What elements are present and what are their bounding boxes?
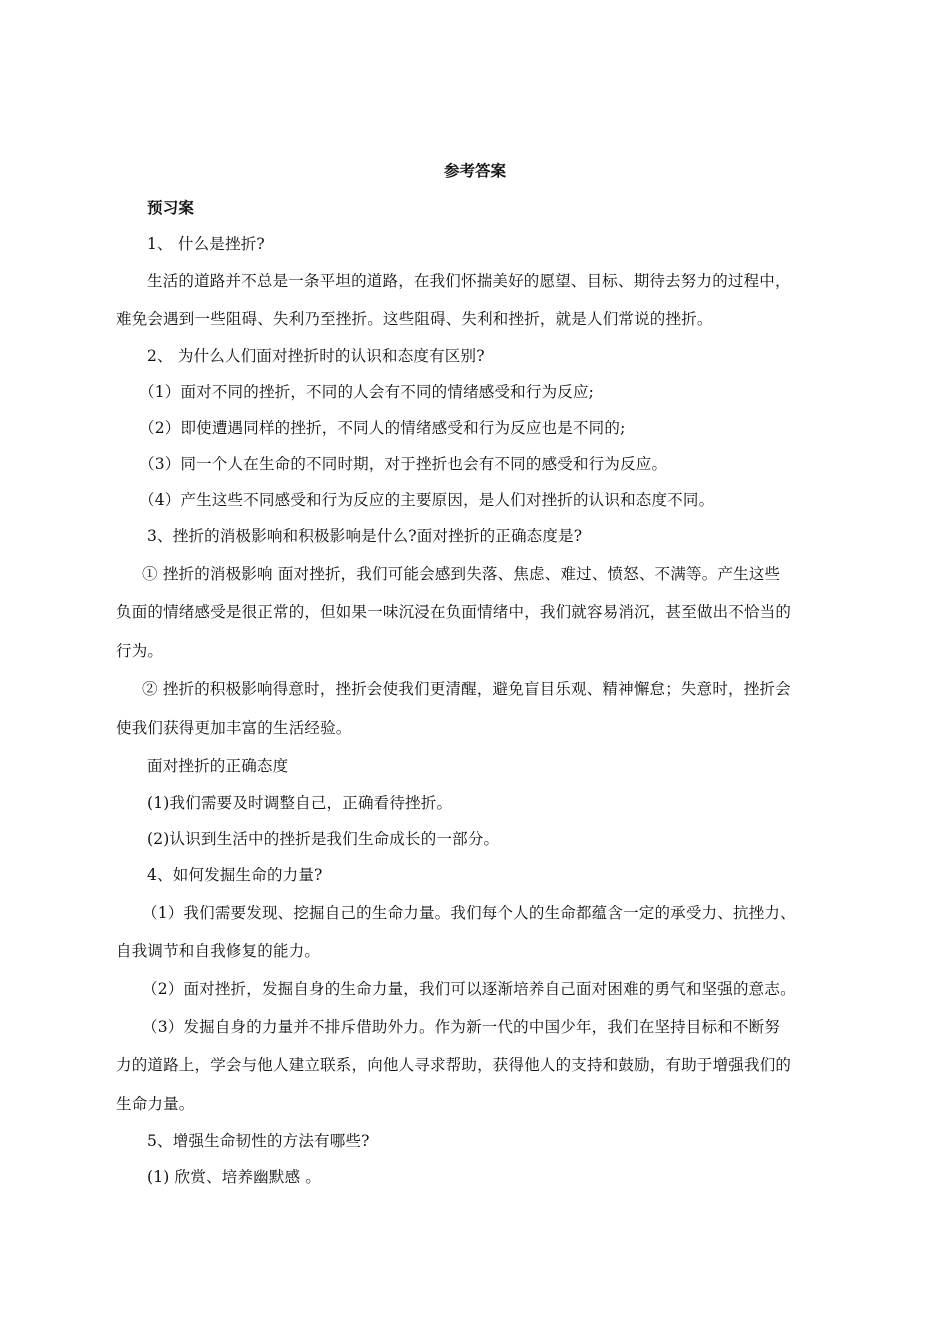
answer-4-item-3-line-2: 力的道路上，学会与他人建立联系，向他人寻求帮助，获得他人的支持和鼓励，有助于增强我们的 [116,1056,792,1074]
answer-3-negative-line-1: ① 挫折的消极影响 面对挫折，我们可能会感到失落、焦虑、难过、愤怒、不满等。产生这些 [142,565,781,583]
answer-4-item-3-line-3: 生命力量。 [116,1095,195,1113]
answer-4-item-3-line-1: （3）发掘自身的力量并不排斥借助外力。作为新一代的中国少年，我们在坚持目标和不断努 [142,1018,781,1036]
answer-3-positive-line-1: ② 挫折的积极影响得意时，挫折会使我们更清醒，避免盲目乐观、精神懈怠；失意时，挫折会 [142,680,791,698]
answer-2-item-3: （3）同一个人在生命的不同时期，对于挫折也会有不同的感受和行为反应。 [139,455,668,473]
attitude-item-1: (1)我们需要及时调整自己，正确看待挫折。 [147,794,453,812]
answer-2-item-1: （1）面对不同的挫折，不同的人会有不同的情绪感受和行为反应; [139,383,595,401]
page-title: 参考答案 [443,162,506,180]
answer-3-negative-line-2: 负面的情绪感受是很正常的，但如果一味沉浸在负面情绪中，我们就容易消沉，甚至做出不恰当的 [116,603,792,621]
section-heading: 预习案 [147,199,195,217]
answer-5-item-1: (1) 欣赏、培养幽默感 。 [147,1168,322,1186]
answer-4-item-1-line-1: （1）我们需要发现、挖掘自己的生命力量。我们每个人的生命都蕴含一定的承受力、抗挫力、 [142,904,796,922]
question-1: 1、 什么是挫折? [147,235,265,253]
question-5: 5、增强生命韧性的方法有哪些? [147,1132,370,1150]
answer-1-line-2: 难免会遇到一些阻碍、失利乃至挫折。这些阻碍、失利和挫折，就是人们常说的挫折。 [116,310,713,328]
attitude-heading: 面对挫折的正确态度 [147,757,289,775]
question-4: 4、如何发掘生命的力量? [147,866,323,884]
answer-3-negative-line-3: 行为。 [116,642,164,660]
answer-1-line-1: 生活的道路并不总是一条平坦的道路，在我们怀揣美好的愿望、目标、期待去努力的过程中， [147,272,791,290]
question-3: 3、挫折的消极影响和积极影响是什么?面对挫折的正确态度是? [147,527,583,545]
attitude-item-2: (2)认识到生活中的挫折是我们生命成长的一部分。 [147,830,500,848]
answer-2-item-2: （2）即使遭遇同样的挫折，不同人的情绪感受和行为反应也是不同的; [139,419,626,437]
answer-3-positive-line-2: 使我们获得更加丰富的生活经验。 [116,719,352,737]
question-2: 2、 为什么人们面对挫折时的认识和态度有区别? [147,347,485,365]
answer-4-item-1-line-2: 自我调节和自我修复的能力。 [116,942,321,960]
answer-2-item-4: （4）产生这些不同感受和行为反应的主要原因，是人们对挫折的认识和态度不同。 [139,491,715,509]
answer-4-item-2-line-1: （2）面对挫折，发掘自身的生命力量，我们可以逐渐培养自己面对困难的勇气和坚强的意志。 [142,980,796,998]
